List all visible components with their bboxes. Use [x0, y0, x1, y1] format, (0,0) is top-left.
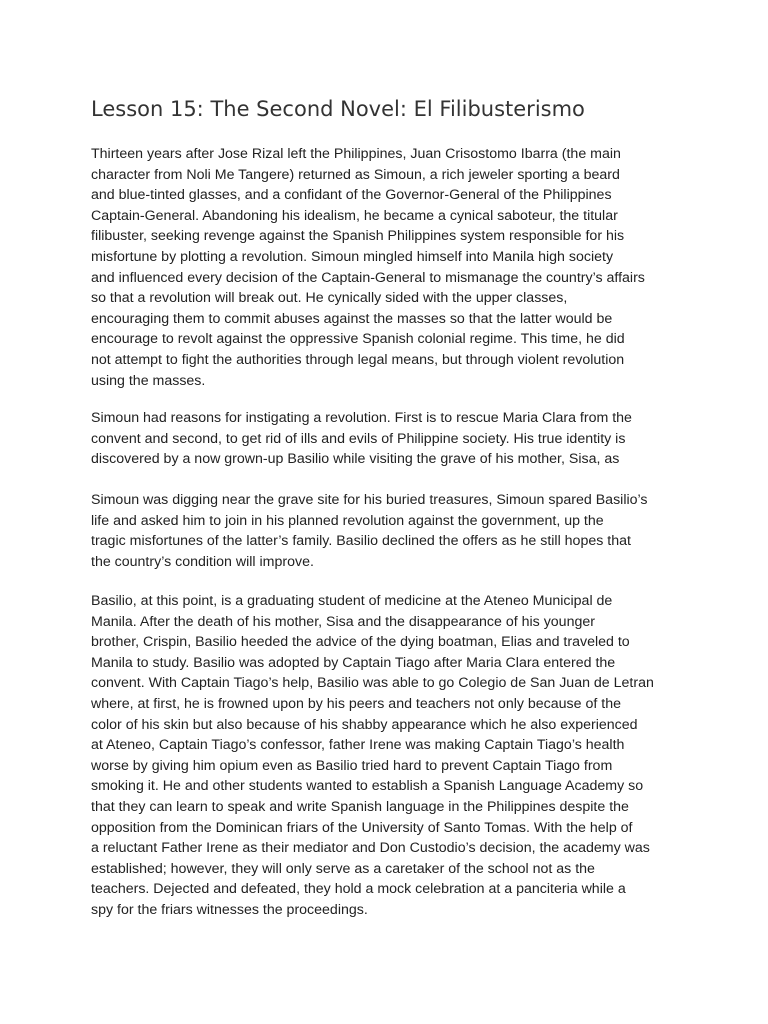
- text-line: life and asked him to join in his planned revolution against the government, up the: [91, 512, 604, 529]
- text-line: Manila to study. Basilio was adopted by Captain Tiago after Maria Clara entered the: [91, 654, 616, 671]
- text-line: spy for the friars witnesses the proceedings.: [91, 901, 368, 918]
- text-line: established; however, they will only serve as a caretaker of the school not as the: [91, 860, 595, 877]
- text-line: Basilio, at this point, is a graduating student of medicine at the Ateneo Municipal de: [91, 593, 613, 609]
- text-line: Manila. After the death of his mother, Sisa and the disappearance of his younger: [91, 613, 595, 630]
- text-line: Thirteen years after Jose Rizal left the Philippines, Juan Crisostomo Ibarra (the main: [91, 146, 621, 162]
- paragraph-basilio: [91, 591, 691, 921]
- text-line: using the masses.: [91, 372, 206, 389]
- text-line: opposition from the Dominican friars of the University of Santo Tomas. With the help of: [91, 819, 633, 836]
- paragraph-reasons: [91, 408, 691, 470]
- text-line: Simoun had reasons for instigating a revolution. First is to rescue Maria Clara from the: [91, 410, 632, 426]
- text-line: misfortune by plotting a revolution. Simoun mingled himself into Manila high society: [91, 248, 614, 265]
- text-line: smoking it. He and other students wanted to establish a Spanish Language Academy so: [91, 778, 644, 795]
- text-line: encouraging them to commit abuses against the masses so that the latter would be: [91, 310, 613, 327]
- text-line: convent and second, to get rid of ills and evils of Philippine society. His true identity is: [91, 430, 626, 447]
- text-line: where, at first, he is frowned upon by his peers and teachers not only because of the: [91, 695, 621, 712]
- text-line: filibuster, seeking revenge against the Spanish Philippines system responsible for his: [91, 228, 625, 245]
- text-line: tragic misfortunes of the latter’s family. Basilio declined the offers as he still hopes that: [91, 533, 631, 550]
- text-line: character from Noli Me Tangere) returned as Simoun, a rich jeweler sporting a beard: [91, 166, 620, 183]
- lesson-title: Lesson 15: The Second Novel: El Filibusterismo: [91, 97, 585, 121]
- text-line: worse by giving him opium even as Basilio tried hard to prevent Captain Tiago from: [91, 757, 613, 774]
- text-line: so that a revolution will break out. He cynically sided with the upper classes,: [91, 290, 568, 307]
- paragraph-intro: [91, 144, 691, 391]
- text-line: discovered by a now grown-up Basilio while visiting the grave of his mother, Sisa, as: [91, 451, 620, 468]
- text-line: and influenced every decision of the Captain-General to mismanage the country’s affairs: [91, 269, 645, 286]
- text-line: Captain-General. Abandoning his idealism, he became a cynical saboteur, the titular: [91, 207, 618, 224]
- text-line: teachers. Dejected and defeated, they hold a mock celebration at a panciteria while a: [91, 881, 626, 898]
- text-line: convent. With Captain Tiago’s help, Basilio was able to go Colegio de San Juan de Letran: [91, 675, 654, 692]
- text-line: a reluctant Father Irene as their mediator and Don Custodio’s decision, the academy was: [91, 840, 650, 857]
- text-line: Simoun was digging near the grave site for his buried treasures, Simoun spared Basilio’s: [91, 492, 648, 508]
- paragraph-grave-site: [91, 490, 691, 572]
- text-line: color of his skin but also because of his shabby appearance which he also experienced: [91, 716, 638, 733]
- text-line: brother, Crispin, Basilio heeded the advice of the dying boatman, Elias and traveled to: [91, 634, 630, 651]
- text-line: encourage to revolt against the oppressive Spanish colonial regime. This time, he did: [91, 331, 625, 348]
- text-line: at Ateneo, Captain Tiago’s confessor, father Irene was making Captain Tiago’s health: [91, 737, 625, 754]
- text-line: the country’s condition will improve.: [91, 553, 314, 570]
- text-line: that they can learn to speak and write Spanish language in the Philippines despite the: [91, 798, 629, 815]
- text-line: and blue-tinted glasses, and a confidant of the Governor-General of the Philippines: [91, 187, 612, 204]
- text-line: not attempt to fight the authorities through legal means, but through violent revolution: [91, 351, 625, 368]
